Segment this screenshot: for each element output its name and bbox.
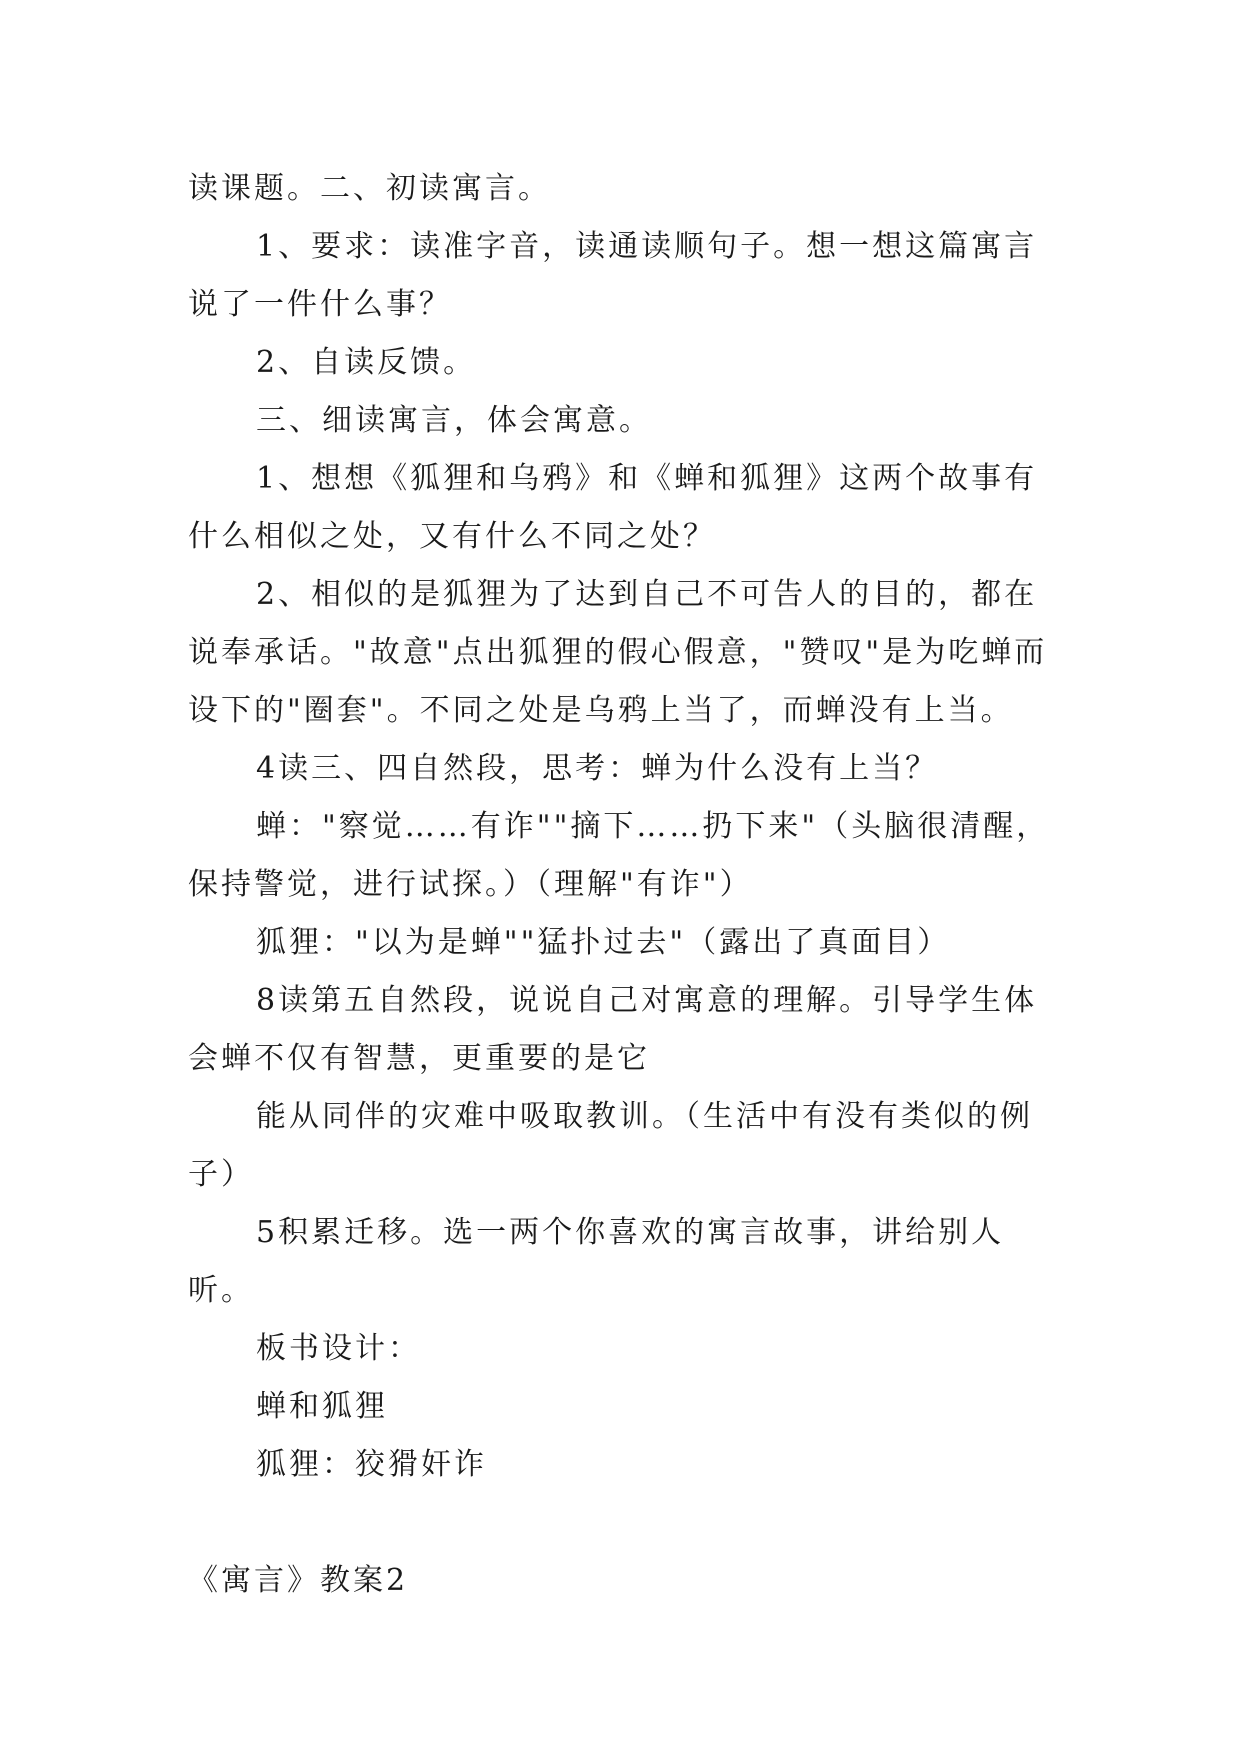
paragraph-8: 蝉："察觉……有诈""摘下……扔下来"（头脑很清醒，保持警觉，进行试探。）（理解"有诈"） — [188, 809, 1050, 902]
document-body — [188, 160, 1068, 1610]
paragraph-5: 1、想想《狐狸和乌鸦》和《蝉和狐狸》这两个故事有什么相似之处，又有什么不同之处？ — [188, 461, 1038, 554]
paragraph-9: 狐狸："以为是蝉""猛扑过去"（露出了真面目） — [256, 925, 951, 960]
paragraph-13: 板书设计： — [256, 1331, 421, 1366]
paragraph-14: 蝉和狐狸 — [256, 1389, 388, 1424]
paragraph-4: 三、细读寓言，体会寓意。 — [256, 403, 652, 438]
paragraph-10: 8读第五自然段，说说自己对寓意的理解。引导学生体会蝉不仅有智慧，更重要的是它 — [188, 983, 1038, 1076]
paragraph-3: 2、自读反馈。 — [256, 345, 477, 380]
paragraph-15: 狐狸：狡猾奸诈 — [256, 1447, 487, 1482]
paragraph-11: 能从同伴的灾难中吸取教训。（生活中有没有类似的例子） — [188, 1099, 1033, 1192]
paragraph-2: 1、要求：读准字音，读通读顺句子。想一想这篇寓言说了一件什么事？ — [188, 229, 1038, 322]
paragraph-1: 读课题。二、初读寓言。 — [188, 171, 551, 206]
next-lesson-title: 《寓言》教案2 — [188, 1563, 409, 1598]
paragraph-7: 4读三、四自然段，思考：蝉为什么没有上当？ — [256, 751, 939, 786]
paragraph-6: 2、相似的是狐狸为了达到自己不可告人的目的，都在说奉承话。"故意"点出狐狸的假心假意，"赞叹"是为吃蝉而设下的"圈套"。不同之处是乌鸦上当了，而蝉没有上当。 — [188, 577, 1048, 728]
paragraph-12: 5积累迁移。选一两个你喜欢的寓言故事，讲给别人听。 — [188, 1215, 1005, 1308]
